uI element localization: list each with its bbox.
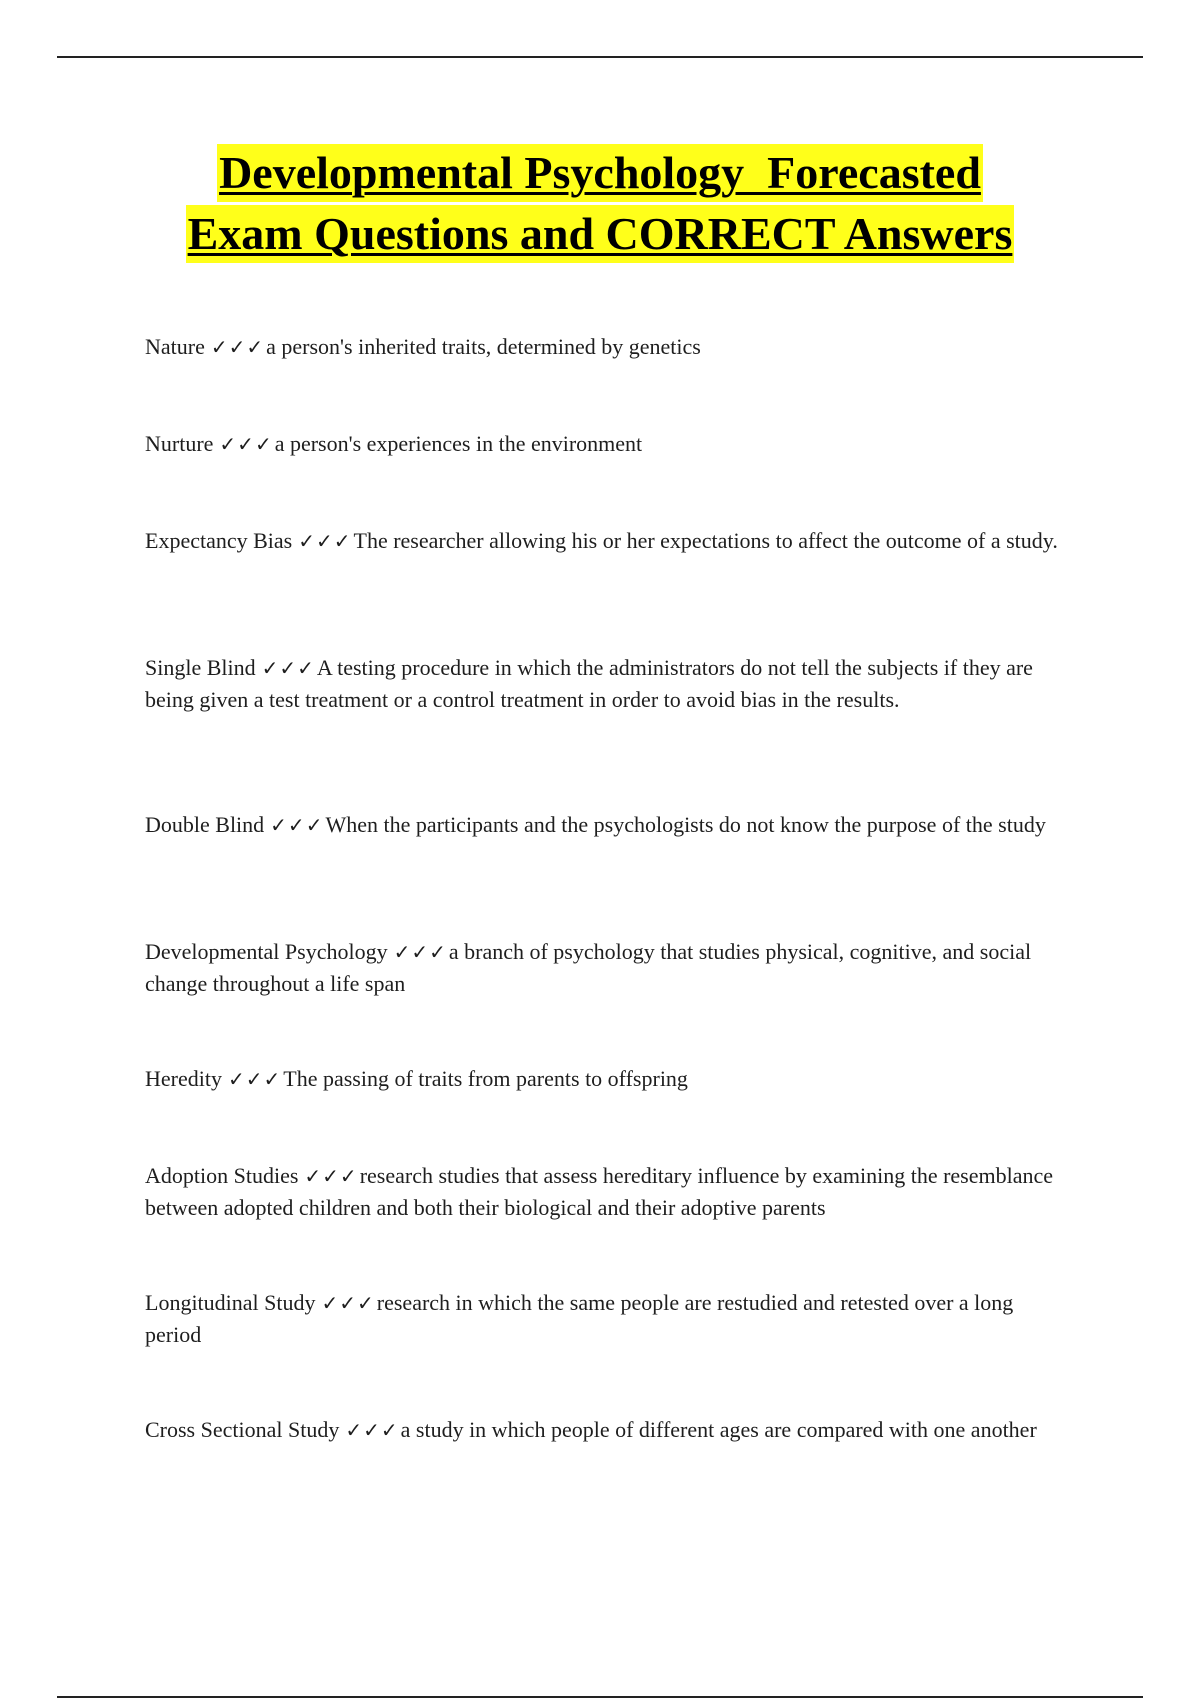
entry-definition: a person's inherited traits, determined by genetics: [266, 334, 701, 359]
qa-entry-heredity: [145, 1063, 1065, 1095]
check-marks-icon: ✓✓✓: [345, 1418, 399, 1442]
qa-entry-single-blind: [145, 652, 1065, 715]
entry-term: Cross Sectional Study: [145, 1417, 340, 1442]
entry-definition: a study in which people of different ages are compared with one another: [400, 1417, 1037, 1442]
check-marks-icon: ✓✓✓: [227, 1067, 282, 1091]
qa-entry-expectancy-bias: [145, 525, 1065, 557]
qa-entry-nurture: [145, 428, 1065, 460]
check-marks-icon: ✓✓✓: [270, 813, 324, 837]
entry-definition: research studies that assess hereditary influence by examining the resemblance between adopted children and both their biological and their adoptive parents: [145, 1163, 1054, 1220]
qa-entry-longitudinal-study: [145, 1287, 1065, 1350]
title-line-2: Exam Questions and CORRECT Answers: [186, 205, 1015, 263]
entry-definition: a branch of psychology that studies physical, cognitive, and social change throughout a life span: [145, 939, 1032, 996]
check-marks-icon: ✓✓✓: [219, 432, 273, 456]
check-marks-icon: ✓✓✓: [304, 1164, 358, 1188]
entry-definition: A testing procedure in which the administrators do not tell the subjects if they are being given a test treatment or a control treatment in order to avoid bias in the results.: [145, 655, 1033, 712]
top-rule: [57, 56, 1143, 58]
entry-term: Nurture: [145, 431, 214, 456]
entry-term: Single Blind: [145, 655, 256, 680]
check-marks-icon: ✓✓✓: [321, 1291, 375, 1315]
check-marks-icon: ✓✓✓: [393, 940, 447, 964]
qa-entry-adoption-studies: [145, 1160, 1065, 1223]
qa-entry-nature: [145, 331, 1065, 363]
check-marks-icon: ✓✓✓: [210, 335, 265, 359]
entry-term: Double Blind: [145, 812, 265, 837]
entry-term: Adoption Studies: [145, 1163, 299, 1188]
qa-entry-developmental-psychology: [145, 936, 1065, 999]
entry-term: Expectancy Bias: [145, 528, 293, 553]
entry-definition: research in which the same people are restudied and retested over a long period: [145, 1290, 1014, 1347]
entry-term: Developmental Psychology: [145, 939, 388, 964]
qa-entry-double-blind: [145, 809, 1065, 841]
entry-term: Heredity: [145, 1066, 222, 1091]
title-line-1: Developmental Psychology Forecasted: [217, 144, 983, 202]
check-marks-icon: ✓✓✓: [261, 656, 315, 680]
entry-definition: When the participants and the psychologists do not know the purpose of the study: [325, 812, 1046, 837]
entry-term: Nature: [145, 334, 205, 359]
entry-definition: a person's experiences in the environment: [274, 431, 643, 456]
check-marks-icon: ✓✓✓: [298, 529, 352, 553]
document-title: [0, 144, 1200, 266]
entry-definition: The researcher allowing his or her expectations to affect the outcome of a study.: [353, 528, 1058, 553]
bottom-rule: [57, 1696, 1143, 1698]
entry-definition: The passing of traits from parents to offspring: [283, 1066, 688, 1091]
qa-entry-cross-sectional-study: [145, 1414, 1065, 1446]
entry-term: Longitudinal Study: [145, 1290, 316, 1315]
